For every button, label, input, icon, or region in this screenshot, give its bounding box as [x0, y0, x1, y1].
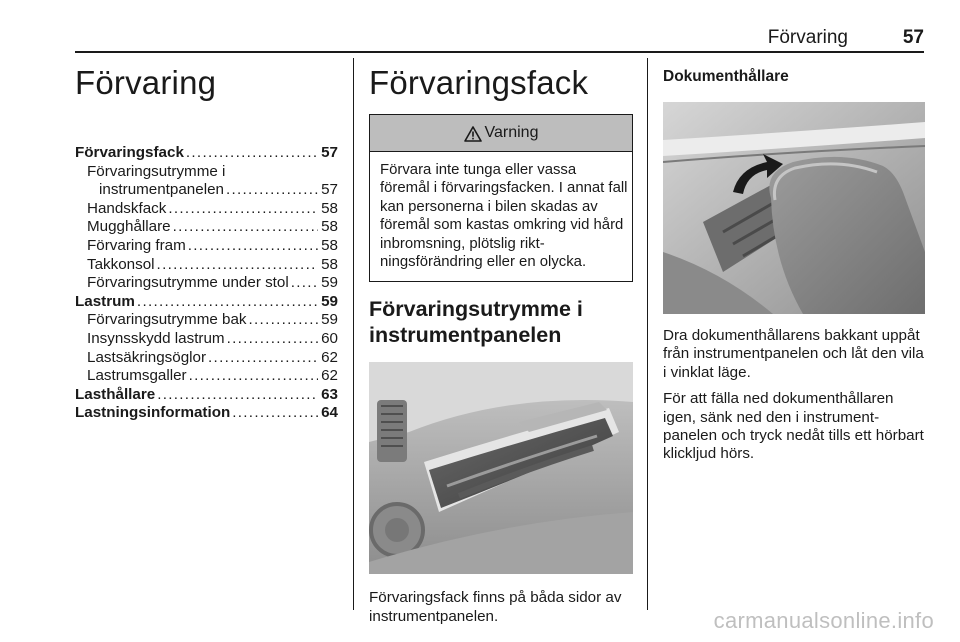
toc-entry-page: 58	[321, 255, 338, 273]
subsection-heading: Förvaringsutrymme i instrumentpanelen	[369, 297, 583, 348]
toc-entry-page: 62	[321, 367, 338, 385]
toc-entry-label: Lastsäkringsöglor	[87, 348, 207, 366]
toc-entry[interactable]	[75, 181, 338, 200]
toc-entry[interactable]	[75, 256, 338, 275]
page-number: 57	[902, 27, 924, 48]
toc-entry-label: Förvaringsutrymme under stol	[87, 274, 289, 292]
watermark: carmanualsonline.info	[713, 608, 934, 633]
running-header	[75, 27, 924, 53]
toc-entry[interactable]	[75, 144, 338, 163]
warning-heading: Varning	[484, 124, 539, 141]
document-holder-photo	[663, 102, 925, 314]
toc-entry-label: Insynsskydd lastrum	[87, 329, 225, 347]
warning-triangle-icon	[464, 126, 482, 142]
toc-leader	[188, 237, 318, 256]
toc-entry-label: Förvaring fram	[87, 236, 186, 254]
toc-entry-page: 64	[321, 404, 338, 422]
toc-entry-label-line1[interactable]: Förvaringsutrymme i	[87, 162, 226, 180]
toc-entry-label: Förvaringsutrymme bak	[87, 311, 247, 329]
toc-entry-page: 57	[321, 181, 338, 199]
toc-entry-page: 57	[321, 144, 338, 161]
toc-entry-label: Takkonsol	[87, 255, 155, 273]
toc-entry[interactable]	[75, 404, 338, 423]
toc-entry-page: 59	[321, 292, 338, 310]
toc-entry-page: 63	[321, 385, 338, 403]
toc-entry-label: Lastningsinformation	[75, 404, 231, 422]
warning-header	[370, 115, 632, 152]
toc-entry-page: 59	[321, 274, 338, 292]
toc-entry-label: Lasthållare	[75, 385, 156, 403]
toc-entry-page: 59	[321, 311, 338, 329]
toc-entry-label: Lastrum	[75, 292, 135, 310]
body-paragraph: Förvaringsfack finns på båda sidor av instrumentpanelen.	[369, 589, 622, 625]
toc-leader	[157, 256, 319, 275]
body-paragraph: För att fälla ned dokumenthållaren igen, sänk ned den i instrument- panelen och tryck nedåt tills ett hörbart klickljud hörs.	[663, 390, 924, 463]
toc-leader	[173, 218, 319, 237]
toc-leader	[249, 311, 319, 330]
toc-column	[75, 60, 338, 423]
toc-entry-label: Handskfack	[87, 199, 167, 217]
toc-leader	[189, 367, 318, 386]
toc-entry-page: 62	[321, 348, 338, 366]
toc-entry-page: 58	[321, 218, 338, 236]
toc-leader	[208, 349, 318, 368]
table-of-contents	[75, 144, 338, 423]
toc-leader	[291, 274, 318, 293]
storage-compartments-column	[369, 60, 633, 626]
chapter-title: Förvaring	[75, 64, 217, 101]
section-heading: Förvaringsfack	[369, 64, 589, 101]
warning-text: Förvara inte tunga eller vassa föremål i förvaringsfacken. I annat fall kan personerna i bilen skadas av föremål som kastas omkring vid hård inbromsning, plötslig rikt- ningsförändring eller en olycka.	[380, 162, 628, 271]
toc-entry[interactable]	[75, 330, 338, 349]
column-divider	[647, 58, 648, 610]
subsection-heading: Dokumenthållare	[663, 68, 789, 85]
warning-box	[369, 114, 633, 282]
toc-entry-label: Förvaringsfack	[75, 144, 184, 161]
toc-leader	[227, 330, 319, 349]
running-header-title: Förvaring	[767, 27, 848, 48]
toc-leader	[232, 404, 318, 423]
toc-entry[interactable]	[75, 200, 338, 219]
toc-entry-label: Lastrumsgaller	[87, 367, 187, 385]
toc-entry-label: instrumentpanelen	[99, 181, 224, 199]
toc-entry[interactable]	[75, 293, 338, 312]
toc-entry-page: 58	[321, 199, 338, 217]
toc-entry[interactable]	[75, 274, 338, 293]
toc-entry[interactable]	[75, 386, 338, 405]
body-paragraph: Dra dokumenthållarens bakkant uppåt från instrumentpanelen och låt den vila i vinklat läge.	[663, 327, 924, 381]
toc-leader	[186, 144, 318, 163]
document-holder-column	[663, 60, 925, 464]
column-divider	[353, 58, 354, 610]
toc-entry-page: 60	[321, 329, 338, 347]
header-rule	[75, 51, 924, 53]
dashboard-storage-photo	[369, 362, 633, 574]
toc-entry[interactable]	[75, 367, 338, 386]
toc-leader	[226, 181, 318, 200]
toc-entry[interactable]	[75, 218, 338, 237]
toc-leader	[157, 386, 318, 405]
toc-leader	[168, 200, 318, 219]
toc-entry[interactable]	[75, 237, 338, 256]
toc-leader	[137, 293, 318, 312]
toc-entry[interactable]	[75, 349, 338, 368]
toc-entry-label: Mugghållare	[87, 218, 171, 236]
toc-entry[interactable]	[75, 311, 338, 330]
toc-entry-page: 58	[321, 236, 338, 254]
